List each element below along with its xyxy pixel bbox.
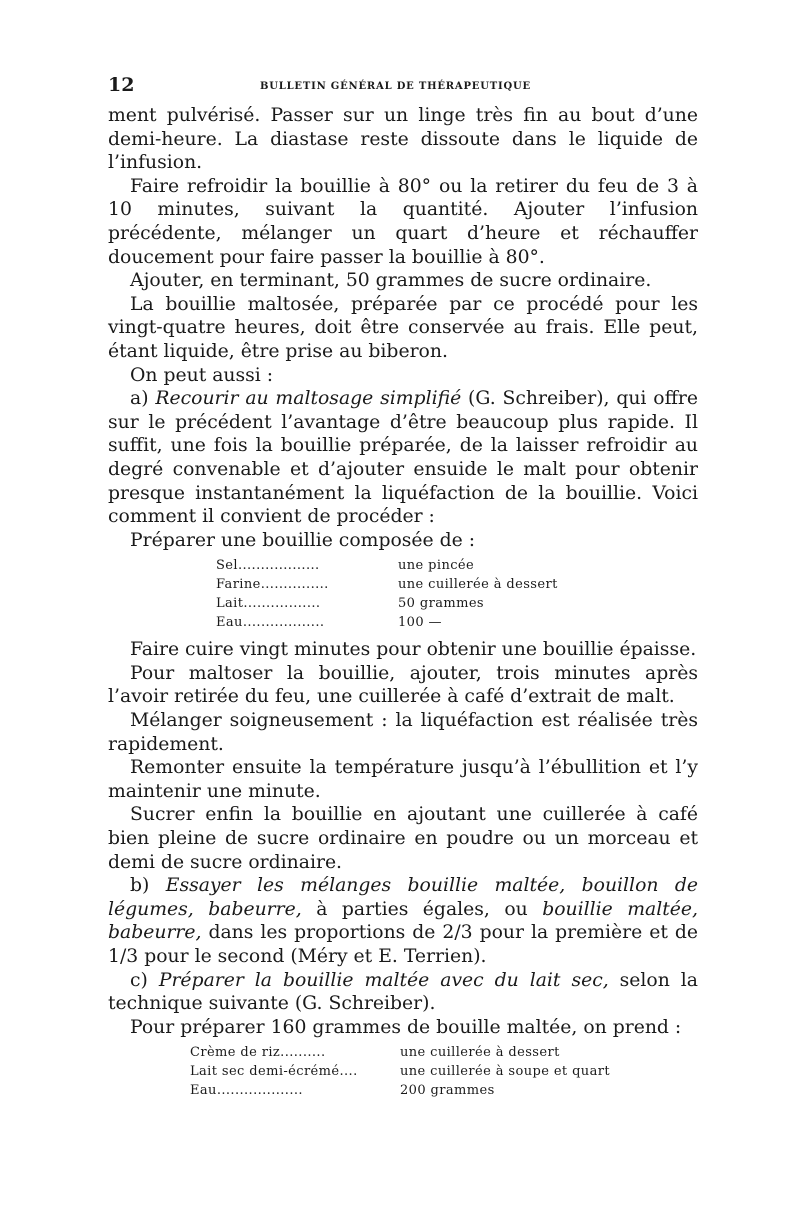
recipe-table-1 [108, 556, 698, 632]
italic-heading: bouillie maltée, babeurre, [108, 898, 698, 944]
ingredient-name: Eau................... [190, 1083, 303, 1099]
page-number: 12 [108, 74, 135, 96]
italic-heading: Essayer les mélanges bouillie maltée, bouillon de légumes, babeurre, [108, 875, 698, 920]
ingredient-name: Farine............... [216, 577, 329, 593]
list-label: c) [130, 969, 159, 991]
document-page [108, 70, 698, 1106]
paragraph [108, 387, 698, 529]
paragraph: Pour maltoser la bouillie, ajouter, trois minutes après l’avoir retirée du feu, une cuillerée à café d’extrait de malt. [108, 662, 698, 708]
recipe-row [108, 1081, 698, 1100]
recipe-table-2 [108, 1043, 698, 1100]
recipe-row [108, 556, 698, 575]
ingredient-name: Lait................. [216, 596, 321, 612]
italic-heading: Préparer la bouillie maltée avec du lait sec, [158, 969, 609, 991]
recipe-row [108, 1062, 698, 1081]
paragraph: On peut aussi : [130, 364, 274, 386]
paragraph: Faire refroidir la bouillie à 80° ou la retirer du feu de 3 à 10 minutes, suivant la quantité. Ajouter l’infusion précédente, mélanger un quart d’heure et réchauffer doucement pour faire passer la bouillie à 80°. [108, 175, 698, 268]
paragraph: Préparer une bouillie composée de : [130, 529, 476, 551]
ingredient-name: Eau.................. [216, 615, 325, 631]
paragraph [108, 969, 698, 1016]
paragraph: La bouillie maltosée, préparée par ce procédé pour les vingt-quatre heures, doit être conservée au frais. Elle peut, étant liquide, être prise au biberon. [108, 293, 698, 362]
ingredient-quantity: une pincée [398, 558, 475, 574]
list-label: b) [130, 875, 166, 897]
paragraph-text: dans les proportions de 2/3 pour la première et de 1/3 pour le second (Méry et E. Terrien). [108, 922, 698, 967]
page-header [108, 70, 698, 98]
ingredient-name: Lait sec demi-écrémé.... [190, 1064, 358, 1080]
paragraph: Mélanger soigneusement : la liquéfaction est réalisée très rapidement. [108, 710, 698, 755]
paragraph [108, 874, 698, 968]
list-label: a) [130, 388, 156, 410]
italic-heading: Recourir au maltosage simplifié [155, 388, 462, 410]
paragraph-text: à parties égales, ou [301, 898, 543, 920]
paragraph: Faire cuire vingt minutes pour obtenir une bouillie épaisse. [130, 639, 697, 661]
paragraph: Ajouter, en terminant, 50 grammes de sucre ordinaire. [130, 270, 652, 292]
running-title: BULLETIN GÉNÉRAL DE THÉRAPEUTIQUE [260, 81, 531, 92]
paragraph-text: (G. Schreiber), qui offre sur le précédent l’avantage d’être beaucoup plus rapide. Il suffit, une fois la bouillie préparée, de la laisser refroidir au degré convenable et d’ajouter ensuide le malt pour obtenir presque instantanément la liquéfaction de la bouillie. Voici comment il convient de procéder : [108, 388, 699, 528]
paragraph: Pour préparer 160 grammes de bouille maltée, on prend : [130, 1016, 682, 1038]
ingredient-quantity: 200 grammes [400, 1083, 495, 1099]
paragraph: ment pulvérisé. Passer sur un linge très fin au bout d’une demi-heure. La diastase reste dissoute dans le liquide de l’infusion. [108, 105, 698, 174]
ingredient-quantity: 50 grammes [398, 596, 484, 612]
ingredient-quantity: une cuillerée à soupe et quart [400, 1064, 610, 1080]
ingredient-quantity: une cuillerée à dessert [400, 1045, 560, 1061]
recipe-row [108, 613, 698, 632]
ingredient-quantity: 100 — [398, 615, 442, 631]
body-text [108, 104, 698, 1100]
ingredient-name: Sel.................. [216, 558, 320, 574]
paragraph-text: selon la technique suivante (G. Schreiber). [108, 969, 698, 1015]
ingredient-name: Crème de riz.......... [190, 1045, 326, 1061]
ingredient-quantity: une cuillerée à dessert [398, 577, 558, 593]
recipe-row [108, 1043, 698, 1062]
recipe-row [108, 594, 698, 613]
paragraph: Sucrer enfin la bouillie en ajoutant une cuillerée à café bien pleine de sucre ordinaire en poudre ou un morceau et demi de sucre ordinaire. [108, 804, 698, 873]
recipe-row [108, 575, 698, 594]
paragraph: Remonter ensuite la température jusqu’à l’ébullition et l’y maintenir une minute. [108, 757, 698, 802]
